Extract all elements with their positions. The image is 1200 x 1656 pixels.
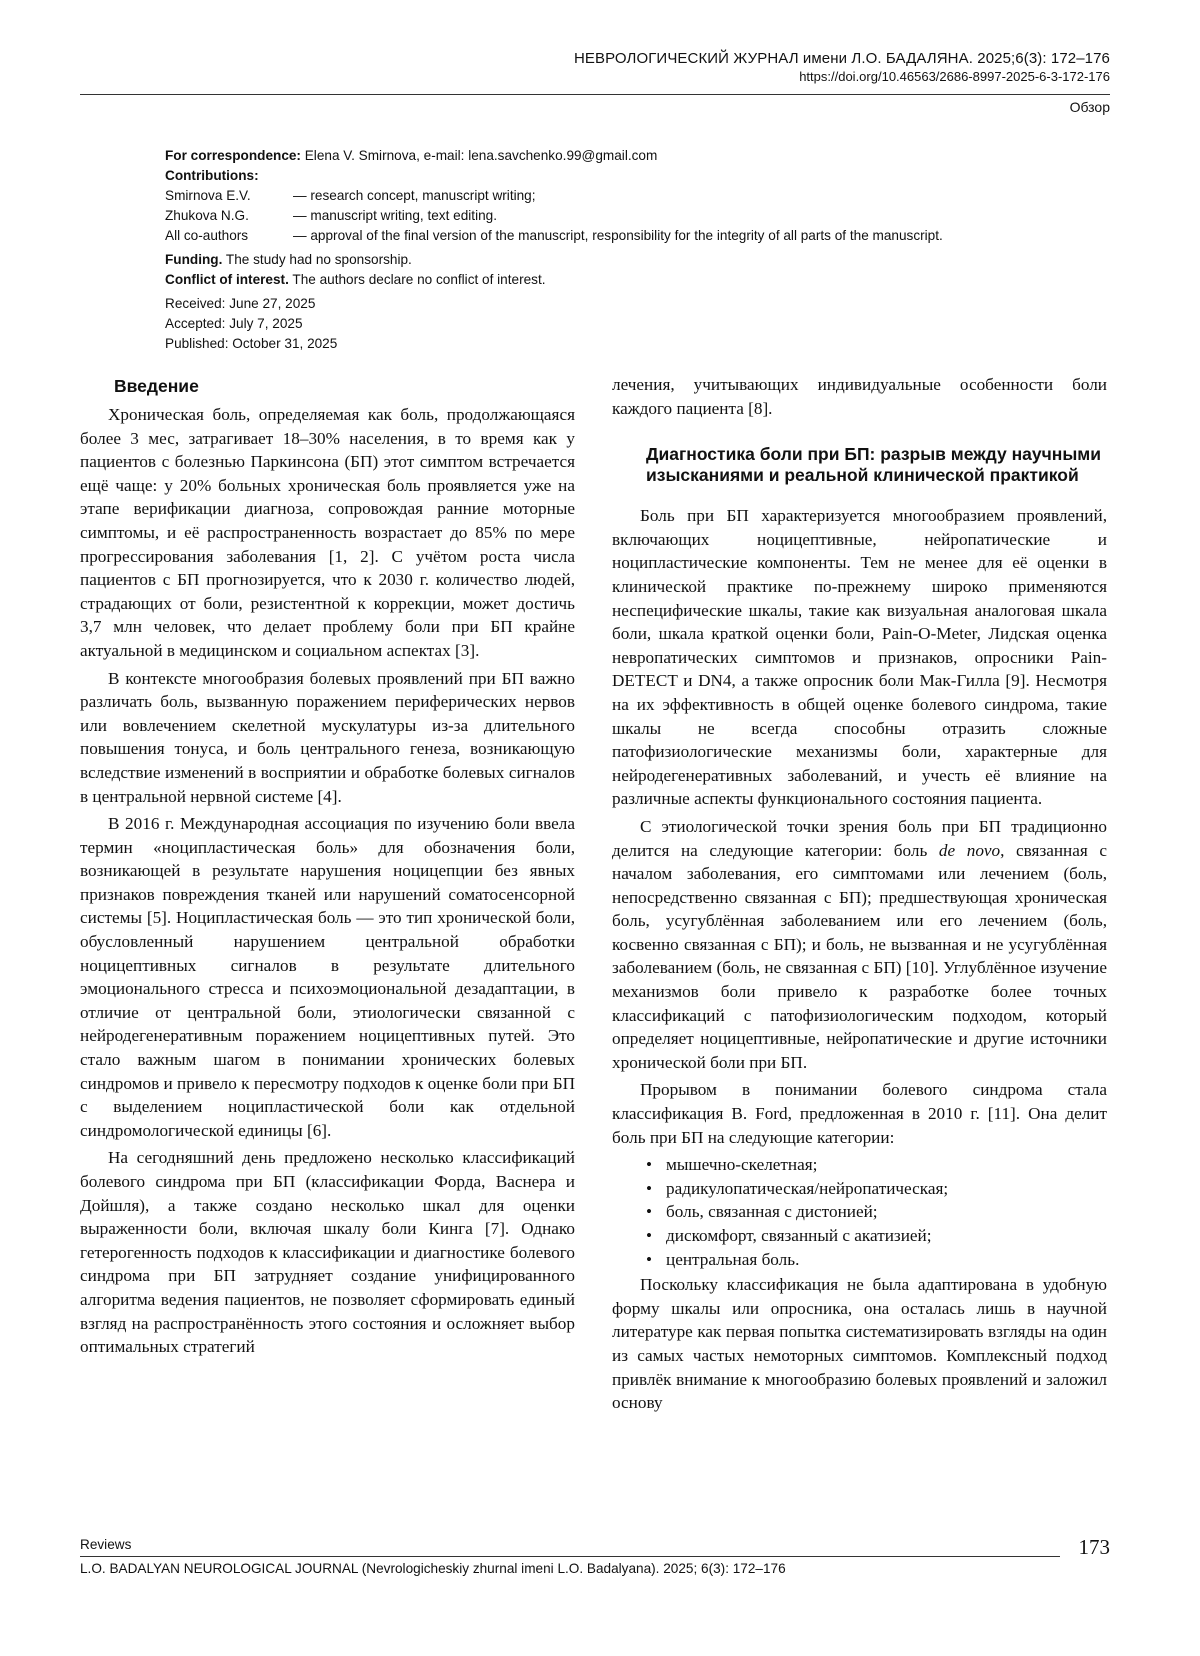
list-item: • радикулопатическая/нейропатическая;: [646, 1177, 1107, 1201]
doi-link[interactable]: https://doi.org/10.46563/2686-8997-2025-6-3-172-176: [799, 69, 1110, 84]
contributions-heading: Contributions:: [165, 168, 259, 183]
left-column: [80, 373, 575, 1363]
journal-title: НЕВРОЛОГИЧЕСКИЙ ЖУРНАЛ имени Л.О. БАДАЛЯНА. 2025;6(3): 172–176: [573, 50, 1110, 67]
funding: Funding. The study had no sponsorship.: [165, 252, 412, 267]
article-metadata: [165, 146, 1065, 354]
paragraph: Прорывом в понимании болевого синдрома стала классификация B. Ford, предложенная в 2010 г. [11]. Она делит боль при БП на следующие категории:: [612, 1080, 1107, 1147]
paragraph: На сегодняшний день предложено несколько классификаций болевого синдрома при БП (классификации Форда, Васнера и Дойшля), а также создано несколько шкал для оценки выраженности боли, включая шкалу боли Кинга [7]. Однако гетерогенность подходов к классификации и диагностике болевого синдрома при БП затрудняет создание унифицированного алгоритма ведения пациентов, не позволяет сформировать единый взгляд на распространённость этого состояния и осложняет выбор оптимальных стратегий: [80, 1148, 575, 1357]
contribution-row: Zhukova N.G. — manuscript writing, text editing.: [165, 208, 497, 223]
received-date: Received: June 27, 2025: [165, 296, 316, 311]
accepted-date: Accepted: July 7, 2025: [165, 316, 303, 331]
list-item: • центральная боль.: [646, 1248, 1107, 1272]
footer-divider: [80, 1556, 1060, 1557]
contribution-row: Smirnova E.V. — research concept, manuscript writing;: [165, 188, 536, 203]
paragraph: С этиологической точки зрения боль при БП традиционно делится на следующие категории: боль de novo, связанная с началом заболевания, его симптомами или лечением (боль, непосредственно связанная с БП); предшествующая хроническая боль, усугублённая заболеванием или его лечением (боль, косвенно связанная с БП); и боль, не вызванная и не усугублённая заболеванием (боль, не связанная с БП) [10]. Углублённое изучение механизмов боли привело к разработке более точных классификаций с патофизиологическим подходом, который определяет ноцицептивные, нейропатические и другие источники хронической боли при БП.: [612, 816, 1108, 1072]
right-column: [612, 373, 1107, 1419]
italic-term: de novo: [938, 840, 1001, 860]
paragraph: В 2016 г. Международная ассоциация по изучению боли ввела термин «ноципластическая боль» для обозначения боли, возникающей в результате нарушения ноцицепции без явных признаков повреждения тканей или нарушений соматосенсорной системы [5]. Ноципластическая боль — это тип хронической боли, обусловленный нарушением центральной обработки ноцицептивных сигналов в результате длительного эмоционального стресса и психоэмоциональной дезадаптации, в отличие от центральной боли, этиологически связанной с нейродегенеративным поражением ноцицептивных путей. Это стало важным шагом в понимании хронических болевых синдромов и привело к пересмотру подходов к оценке боли при БП с выделением ноципластической боли как отдельной синдромологической единицы [6].: [80, 814, 575, 1140]
running-head: [574, 50, 1110, 84]
paragraph: В контексте многообразия болевых проявлений при БП важно различать боль, вызванную поражением периферических нервов или вовлечением скелетной мускулатуры из-за длительного повышения тонуса, и боль центрального генеза, возникающую вследствие изменений в восприятии и обработке болевых сигналов в центральной нервной системе [4].: [80, 668, 575, 806]
conflict-of-interest: Conflict of interest. The authors declare no conflict of interest.: [165, 272, 546, 287]
paragraph: Хроническая боль, определяемая как боль, продолжающаяся более 3 мес, затрагивает 18–30% населения, в то время как у пациентов с болезнью Паркинсона (БП) этот симптом встречается ещё чаще: у 20% больных хроническая боль проявляется уже на этапе верификации диагноза, сопровождая ранние моторные симптомы, и её распространенность возрастает до 85% по мере прогрессирования заболевания [1, 2]. С учётом роста числа пациентов с БП прогнозируется, что к 2030 г. количество людей, страдающих от боли, резистентной к коррекции, может достичь 3,7 млн человек, что делает проблему боли при БП крайне актуальной в медицинском и социальном аспектах [3].: [80, 405, 575, 660]
footer-section-label: Reviews: [80, 1537, 132, 1552]
list-item: • дискомфорт, связанный с акатизией;: [646, 1224, 1107, 1248]
published-date: Published: October 31, 2025: [165, 336, 338, 351]
section-heading-introduction: Введение: [114, 376, 199, 396]
paragraph: Боль при БП характеризуется многообразием проявлений, включающих ноцицептивные, нейропатические и ноципластические компоненты. Тем не менее для её оценки в клинической практике по-прежнему широко применяются неспецифические шкалы, такие как визуальная аналоговая шкала боли, шкала краткой оценки боли, Pain-O-Meter, Лидская оценка невропатических симптомов и признаков, опросники Pain-DETECT и DN4, а также опросник боли Мак-Гилла [9]. Несмотря на их эффективность в общей оценке болевого синдрома, такие шкалы не всегда способны отразить сложные патофизиологические механизмы боли, характерные для нейродегенеративных заболеваний, и учесть её влияние на различные аспекты функционального состояния пациента.: [612, 506, 1107, 809]
paragraph-continuation: лечения, учитывающих индивидуальные особенности боли каждого пациента [8].: [612, 375, 1107, 418]
bullet-list: [646, 1153, 1107, 1271]
list-item: • мышечно-скелетная;: [646, 1153, 1107, 1177]
section-label: Обзор: [1069, 99, 1110, 115]
list-item: • боль, связанная с дистонией;: [646, 1200, 1107, 1224]
paragraph: Поскольку классификация не была адаптирована в удобную форму шкалы или опросника, она осталась лишь в научной литературе как первая попытка систематизировать взгляды на один из самых частых немоторных симптомов. Комплексный подход привлёк внимание к многообразию болевых проявлений и заложил основу: [612, 1275, 1107, 1413]
header-divider: [80, 94, 1110, 95]
page-number: 173: [1078, 1535, 1110, 1559]
section-heading-diagnostics: Диагностика боли при БП: разрыв между научными изысканиями и реальной клинической практикой: [646, 444, 1101, 486]
footer-journal-title: L.O. BADALYAN NEUROLOGICAL JOURNAL (Nevrologicheskiy zhurnal imeni L.O. Badalyana). 2025; 6(3): 172–176: [80, 1561, 786, 1576]
correspondence: For correspondence: Elena V. Smirnova, e-mail: lena.savchenko.99@gmail.com: [165, 148, 658, 163]
contribution-row: All co-authors — approval of the final version of the manuscript, responsibility for the integrity of all parts of the manuscript.: [165, 228, 943, 243]
